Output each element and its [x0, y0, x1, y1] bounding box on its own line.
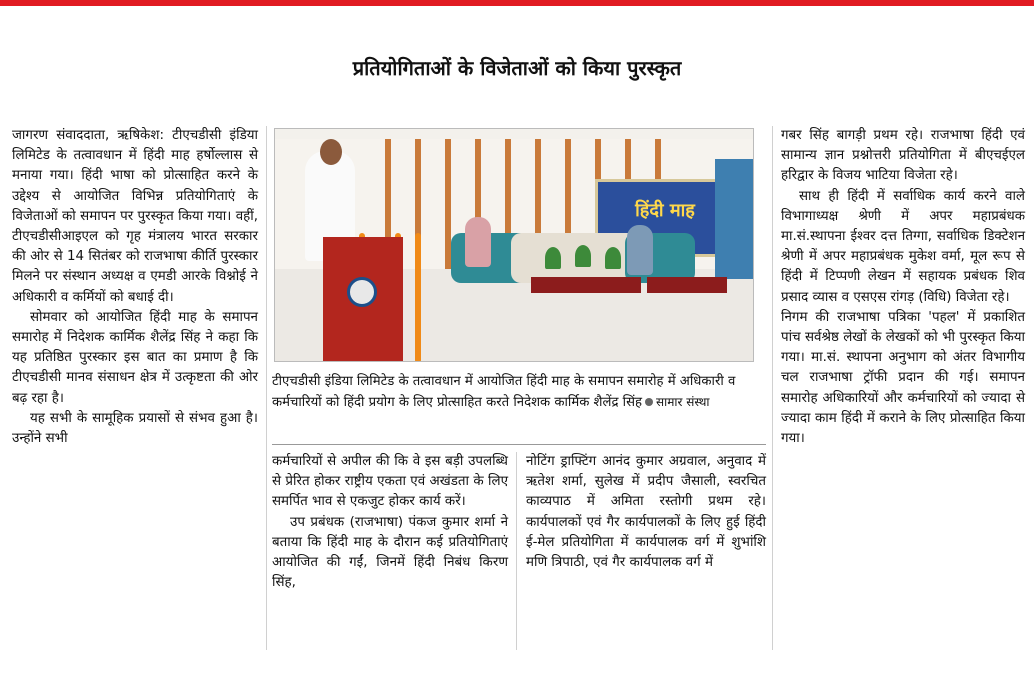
- article-column-1: [12, 126, 258, 674]
- paragraph: निगम की राजभाषा पत्रिका 'पहल' में प्रकाशित पांच सर्वश्रेष्ठ लेखों के लेखकों को भी पुरस्कृत किया गया। मा.सं. स्थापना अनुभाग को अंतर विभागीय चल राजभाषा ट्रॉफी प्रदान की गई। समापन समारोह अधिकारियों और कर्मचारियों को ज्यादा से ज्यादा काम हिंदी में कराने के लिए प्रोत्साहित किया गया।: [781, 309, 1025, 447]
- photo-plant: [575, 245, 591, 267]
- paragraph: यह सभी के सामूहिक प्रयासों से संभव हुआ है। उन्होंने सभी: [12, 410, 258, 447]
- column-divider: [516, 452, 517, 650]
- caption-text: टीएचडीसी इंडिया लिमिटेड के तत्वावधान में आयोजित हिंदी माह के समापन समारोह में अधिकारी व कर्मचारियों को हिंदी प्रयोग के लिए प्रोत्साहित करते निदेशक कार्मिक शैलेंद्र सिंह: [272, 374, 736, 410]
- top-accent-bar: [0, 0, 1034, 6]
- paragraph: जागरण संवाददाता, ऋषिकेश: टीएचडीसी इंडिया लिमिटेड के तत्वावधान में हिंदी माह हर्षोल्लास से मनाया गया। हिंदी भाषा को प्रोत्साहित करने के उद्देश्य से आयोजित विभिन्न प्रतियोगिताएं के विजेताओं को समापन पर पुरस्कृत किया गया। वहीं, टीएचडीसीआइएल को गृह मंत्रालय भारत सरकार की ओर से 14 सितंबर को राजभाषा कीर्ति पुरस्कार मिलने पर संस्थान अध्यक्ष व एमडी आरके विश्नोई ने अधिकारी व कर्मियों को बधाई दी।: [12, 128, 258, 305]
- banner-text: हिंदी माह: [635, 200, 695, 221]
- photo-garland: [415, 233, 421, 362]
- photo-curtain: [715, 159, 754, 279]
- photo-credit: सामार संस्था: [655, 395, 710, 409]
- paragraph: नोटिंग ड्राफ्टिंग आनंद कुमार अग्रवाल, अनुवाद में ऋतेश शर्मा, सुलेख में प्रदीप जैसाली, स्वरचित काव्यपाठ में अमिता रस्तोगी प्रथम रहे। कार्यपालकों एवं गैर कार्यपालकों के लिए हुई हिंदी ई-मेल प्रतियोगिता में कार्यपालक वर्ग में शुभांशि मणि त्रिपाठी, एवं गैर कार्यपालक वर्ग में: [526, 454, 766, 571]
- podium-logo-icon: [347, 277, 377, 307]
- paragraph: उप प्रबंधक (राजभाषा) पंकज कुमार शर्मा ने बताया कि हिंदी माह के दौरान कई प्रतियोगिताएं आयोजित की गईं, जिनमें हिंदी निबंध किरण सिंह,: [272, 514, 508, 591]
- article-column-3: [526, 452, 766, 674]
- photo-plant: [605, 247, 621, 269]
- photo-person: [627, 225, 653, 275]
- bullet-icon: [645, 398, 653, 406]
- paragraph: गबर सिंह बागड़ी प्रथम रहे। राजभाषा हिंदी एवं सामान्य ज्ञान प्रश्नोत्तरी प्रतियोगिता में बीएचईएल हरिद्वार के विजय भाटिया विजेता रहे।: [781, 128, 1025, 184]
- photo-table: [647, 277, 727, 293]
- column-divider: [266, 126, 267, 650]
- article-column-4: [781, 126, 1025, 674]
- caption-divider: [272, 444, 766, 445]
- photo-podium: [323, 237, 403, 362]
- news-photo: [274, 128, 754, 362]
- photo-table: [531, 277, 641, 293]
- article-column-2: [272, 452, 508, 674]
- headline: प्रतियोगिताओं के विजेताओं को किया पुरस्कृत: [352, 56, 682, 80]
- photo-plant: [545, 247, 561, 269]
- column-divider: [772, 126, 773, 650]
- paragraph: कर्मचारियों से अपील की कि वे इस बड़ी उपलब्धि से प्रेरित होकर राष्ट्रीय एकता एवं अखंडता के लिए समर्पित भाव से एकजुट होकर कार्य करें।: [272, 454, 508, 510]
- photo-caption: [272, 372, 760, 442]
- photo-person: [465, 217, 491, 267]
- paragraph: सोमवार को आयोजित हिंदी माह के समापन समारोह में निदेशक कार्मिक शैलेंद्र सिंह ने कहा कि यह प्रतिष्ठित पुरस्कार इस बात का प्रमाण है कि टीएचडीसी मानव संसाधन क्षेत्र में उत्कृष्टता की ओर बढ़ रहा है।: [12, 309, 258, 406]
- paragraph: साथ ही हिंदी में सर्वाधिक कार्य करने वाले विभागाध्यक्ष श्रेणी में अपर महाप्रबंधक मा.सं.स्थापना ईश्वर दत्त तिग्गा, सर्वाधिक डिक्टेशन श्रेणी में अपर महाप्रबंधक मुकेश वर्मा, मूल रूप से हिंदी में टिप्पणी लेखन में सहायक प्रबंधक शिव प्रसाद व्यास व एसएस रांगड़ (विधि) विजेता रहे।: [781, 188, 1025, 305]
- photo-ceiling: [275, 129, 754, 139]
